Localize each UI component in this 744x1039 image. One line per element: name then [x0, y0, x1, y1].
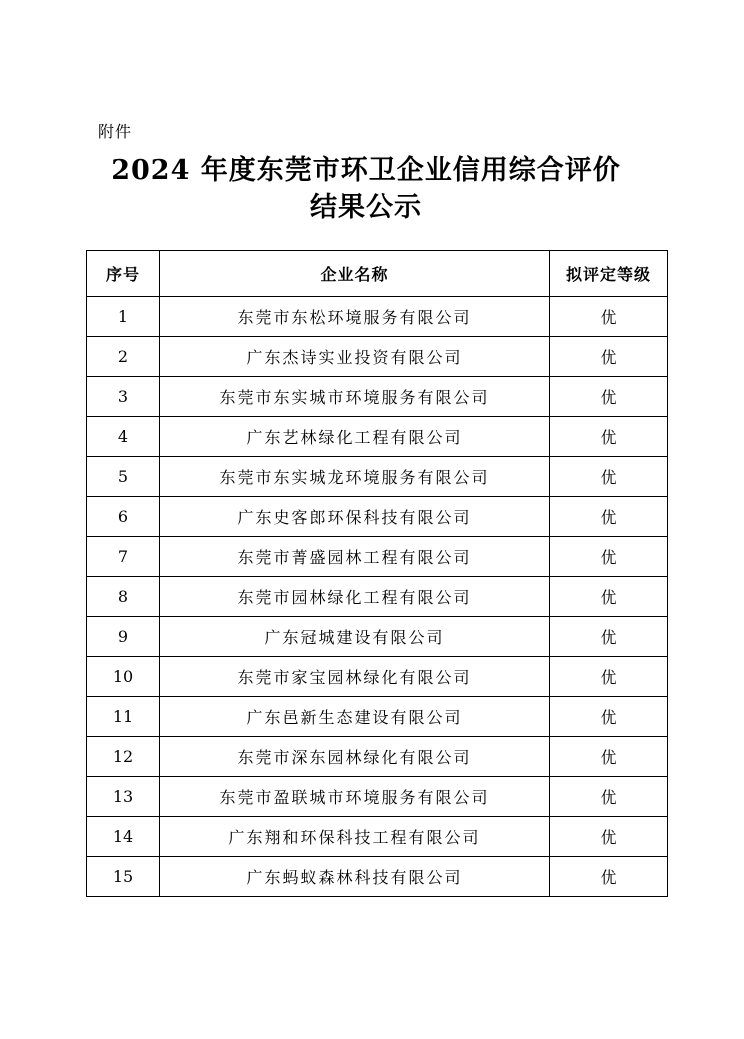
- grade-cell: 优: [550, 497, 668, 537]
- grade-cell: 优: [550, 377, 668, 417]
- header-proposed-grade: 拟评定等级: [550, 251, 668, 297]
- serial-number-cell: 6: [87, 497, 160, 537]
- company-name-cell: 东莞市菁盛园林工程有限公司: [160, 537, 550, 577]
- serial-number-cell: 9: [87, 617, 160, 657]
- table-row: [87, 817, 668, 857]
- table-row: [87, 857, 668, 897]
- grade-cell: 优: [550, 337, 668, 377]
- document-title: 2024 年度东莞市环卫企业信用综合评价: [111, 155, 621, 186]
- company-name-cell: 东莞市园林绿化工程有限公司: [160, 577, 550, 617]
- grade-cell: 优: [550, 777, 668, 817]
- serial-number-cell: 15: [87, 857, 160, 897]
- grade-cell: 优: [550, 577, 668, 617]
- serial-number-cell: 12: [87, 737, 160, 777]
- grade-cell: 优: [550, 537, 668, 577]
- company-name-cell: 东莞市家宝园林绿化有限公司: [160, 657, 550, 697]
- grade-cell: 优: [550, 857, 668, 897]
- company-name-cell: 广东蚂蚁森林科技有限公司: [160, 857, 550, 897]
- table-row: [87, 617, 668, 657]
- grade-cell: 优: [550, 417, 668, 457]
- serial-number-cell: 14: [87, 817, 160, 857]
- company-name-cell: 东莞市东松环境服务有限公司: [160, 297, 550, 337]
- company-name-cell: 东莞市盈联城市环境服务有限公司: [160, 777, 550, 817]
- grade-cell: 优: [550, 737, 668, 777]
- company-name-cell: 广东史客郎环保科技有限公司: [160, 497, 550, 537]
- serial-number-cell: 2: [87, 337, 160, 377]
- grade-cell: 优: [550, 457, 668, 497]
- serial-number-cell: 4: [87, 417, 160, 457]
- attachment-label: 附件: [98, 122, 133, 141]
- table-row: [87, 337, 668, 377]
- serial-number-cell: 10: [87, 657, 160, 697]
- table-row: [87, 417, 668, 457]
- grade-cell: 优: [550, 657, 668, 697]
- document-title-line2: 结果公示: [310, 192, 422, 223]
- result-table: [86, 250, 668, 897]
- table-row: [87, 537, 668, 577]
- company-name-cell: 广东艺林绿化工程有限公司: [160, 417, 550, 457]
- serial-number-cell: 3: [87, 377, 160, 417]
- company-name-cell: 广东杰诗实业投资有限公司: [160, 337, 550, 377]
- company-name-cell: 广东冠城建设有限公司: [160, 617, 550, 657]
- company-name-cell: 广东邑新生态建设有限公司: [160, 697, 550, 737]
- grade-cell: 优: [550, 297, 668, 337]
- table-row: [87, 377, 668, 417]
- table-row: [87, 697, 668, 737]
- table-row: [87, 777, 668, 817]
- company-name-cell: 东莞市深东园林绿化有限公司: [160, 737, 550, 777]
- serial-number-cell: 5: [87, 457, 160, 497]
- company-name-cell: 东莞市东实城市环境服务有限公司: [160, 377, 550, 417]
- table-row: [87, 297, 668, 337]
- serial-number-cell: 8: [87, 577, 160, 617]
- serial-number-cell: 1: [87, 297, 160, 337]
- table-row: [87, 737, 668, 777]
- company-name-cell: 东莞市东实城龙环境服务有限公司: [160, 457, 550, 497]
- serial-number-cell: 13: [87, 777, 160, 817]
- table-row: [87, 657, 668, 697]
- company-name-cell: 广东翔和环保科技工程有限公司: [160, 817, 550, 857]
- table-header-row: [87, 251, 668, 297]
- header-company-name: 企业名称: [160, 251, 550, 297]
- grade-cell: 优: [550, 817, 668, 857]
- table-row: [87, 457, 668, 497]
- grade-cell: 优: [550, 617, 668, 657]
- header-serial-number: 序号: [87, 251, 160, 297]
- table-row: [87, 497, 668, 537]
- grade-cell: 优: [550, 697, 668, 737]
- serial-number-cell: 7: [87, 537, 160, 577]
- serial-number-cell: 11: [87, 697, 160, 737]
- table-row: [87, 577, 668, 617]
